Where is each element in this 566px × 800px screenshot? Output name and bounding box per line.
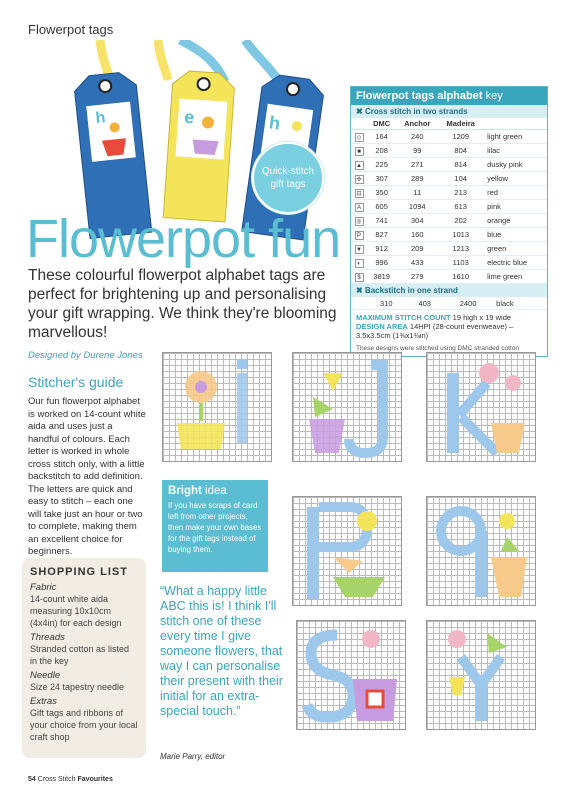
designer-credit: Designed by Durene Jones	[28, 350, 143, 361]
page-footer: 54 Cross Stitch Favourites	[28, 776, 113, 783]
key-cell: 827	[367, 228, 396, 242]
key-cell: 1610	[438, 270, 483, 284]
key-row	[351, 158, 547, 172]
shop-value-extras: Gift tags and ribbons of your choice from your local craft shop	[30, 708, 138, 742]
symbol-icon: ▲	[356, 162, 362, 169]
page-title: Flowerpot fun	[26, 209, 341, 269]
key-cell: 1013	[438, 228, 483, 242]
chart-letter-y	[426, 620, 536, 730]
key-cell: 304	[396, 214, 438, 228]
key-cell: 996	[367, 256, 396, 270]
key-cell: green	[483, 242, 547, 256]
symbol-icon: ◎	[356, 218, 362, 225]
guide-text: Our fun flowerpot alphabet is worked on 14-count white aida and uses just a handful of colours. Each letter is worked in whole cross stitch only, with a little backstitch to add definition. The letters are quick and easy to stitch – each one will take just an hour or two to complete, making them an excellent choice for beginners.	[28, 396, 146, 557]
bright-idea-box	[162, 480, 268, 572]
shopping-heading: SHOPPING LIST	[30, 566, 128, 578]
key-row	[351, 228, 547, 242]
symbol-icon: ✣	[356, 176, 362, 183]
key-cell: 1209	[438, 130, 483, 144]
key-cell: light green	[483, 130, 547, 144]
symbol-icon: ⊡	[356, 190, 362, 197]
svg-text:h: h	[267, 112, 282, 134]
key-cell: 307	[367, 172, 396, 186]
key-row	[351, 242, 547, 256]
key-row	[351, 256, 547, 270]
shop-label-threads: Threads	[30, 632, 65, 643]
shop-label-fabric: Fabric	[30, 582, 57, 593]
key-cell: 209	[396, 242, 438, 256]
key-cell: lilac	[483, 144, 547, 158]
key-cell: 160	[396, 228, 438, 242]
quote-attribution: Marie Parry, editor	[160, 752, 226, 761]
shop-value-threads: Stranded cotton as listed in the key	[30, 644, 130, 666]
key-cell: 741	[367, 214, 396, 228]
key-row	[351, 186, 547, 200]
key-cell: 605	[367, 200, 396, 214]
key-cell: 433	[396, 256, 438, 270]
shop-value-needle: Size 24 tapestry needle	[30, 682, 125, 692]
guide-heading: Stitcher's guide	[28, 374, 124, 390]
alphabet-key	[350, 86, 548, 357]
max-stitch-count: MAXIMUM STITCH COUNT 19 high x 19 wide DESIGN AREA 14HPI (28-count evenweave) – 3.5x3.5cm (1⅜x1⅜in)	[351, 310, 547, 343]
editor-quote: “What a happy little ABC this is! I think I'll stitch one of these every time I give someone flowers, that way I can personalise their present with their initial for an extra-special touch.”	[160, 584, 283, 718]
key-cell: 1213	[438, 242, 483, 256]
svg-text:h: h	[94, 109, 107, 128]
symbol-icon: P	[355, 231, 364, 240]
key-cell: 213	[438, 186, 483, 200]
backstitch-table	[351, 297, 547, 310]
key-cell: dusky pink	[483, 158, 547, 172]
key-cell: 350	[367, 186, 396, 200]
key-row	[351, 130, 547, 144]
key-cell: yellow	[483, 172, 547, 186]
symbol-icon: ◇	[355, 133, 364, 142]
key-cell: lime green	[483, 270, 547, 284]
key-row	[351, 144, 547, 158]
key-cell: 1094	[396, 200, 438, 214]
backstitch-heading: ✖ Backstitch in one strand	[351, 284, 547, 297]
svg-text:e: e	[183, 106, 195, 128]
key-cell: pink	[483, 200, 547, 214]
col-dmc: DMC	[367, 118, 396, 130]
key-cell: red	[483, 186, 547, 200]
cross-stitch-heading: ✖ Cross stitch in two strands	[351, 105, 547, 118]
key-cell: 289	[396, 172, 438, 186]
key-cell: 225	[367, 158, 396, 172]
symbol-icon: ■	[355, 147, 364, 156]
key-header-row	[351, 118, 547, 130]
key-cell: 1103	[438, 256, 483, 270]
idea-heading: Bright idea	[168, 485, 227, 497]
key-cell: 11	[396, 186, 438, 200]
col-madeira: Madeira	[438, 118, 483, 130]
quick-stitch-badge: Quick-stitch gift tags	[252, 142, 324, 214]
chart-letter-j	[292, 352, 402, 462]
key-row	[351, 270, 547, 284]
key-cell: 99	[396, 144, 438, 158]
key-cell: 240	[396, 130, 438, 144]
key-cell: 3819	[367, 270, 396, 284]
symbol-icon: $	[355, 273, 364, 282]
key-title: Flowerpot tags alphabet key	[351, 87, 547, 105]
key-note: These designs were stitched using DMC stranded cotton	[351, 343, 547, 356]
key-cell: 208	[367, 144, 396, 158]
shopping-list	[22, 558, 146, 758]
intro-text: These colourful flowerpot alphabet tags are perfect for brightening up and personalising your gift wrapping. We think they're blooming marvellous!	[28, 267, 337, 341]
shop-label-extras: Extras	[30, 696, 57, 707]
backstitch-row: 310 403 2400 black	[351, 297, 547, 310]
key-cell: 279	[396, 270, 438, 284]
col-anchor: Anchor	[396, 118, 438, 130]
key-row	[351, 172, 547, 186]
key-cell: 104	[438, 172, 483, 186]
key-cell: 271	[396, 158, 438, 172]
symbol-icon: ◐	[355, 259, 364, 268]
shop-value-fabric: 14-count white aida measuring 10x10cm (4x4in) for each design	[30, 594, 122, 628]
chart-letter-i	[162, 352, 272, 462]
key-cell: 814	[438, 158, 483, 172]
section-label: Flowerpot tags	[28, 22, 114, 37]
key-cell: 912	[367, 242, 396, 256]
key-row	[351, 200, 547, 214]
symbol-icon: A	[355, 203, 364, 212]
chart-letter-p	[292, 496, 402, 606]
key-cell: blue	[483, 228, 547, 242]
key-cell: 164	[367, 130, 396, 144]
idea-text: If you have scraps of card left from other projects, then make your own bases for the gift tags instead of buying them.	[168, 501, 262, 554]
key-row	[351, 214, 547, 228]
key-cell: 613	[438, 200, 483, 214]
key-cell: orange	[483, 214, 547, 228]
shop-label-needle: Needle	[30, 670, 61, 681]
key-table	[351, 118, 547, 284]
chart-letter-s	[296, 620, 406, 730]
key-cell: 804	[438, 144, 483, 158]
key-cell: 202	[438, 214, 483, 228]
key-cell: electric blue	[483, 256, 547, 270]
chart-letter-k	[426, 352, 536, 462]
symbol-icon: ▼	[356, 246, 362, 253]
chart-letter-q	[426, 496, 536, 606]
